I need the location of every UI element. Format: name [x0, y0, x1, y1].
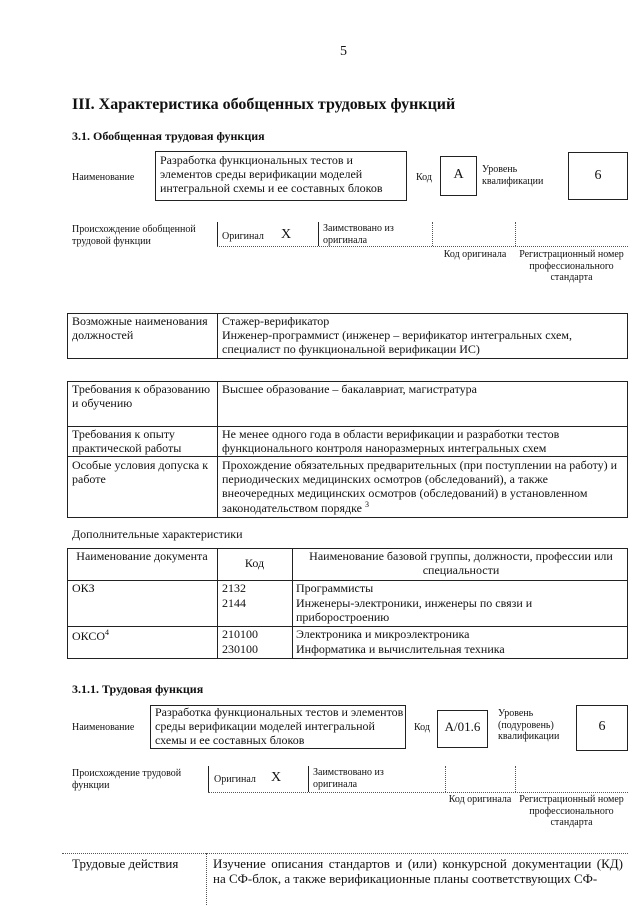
actions-divider — [206, 853, 207, 905]
gtf-code-orig-label: Код оригинала — [443, 249, 507, 260]
positions-label: Возможные наименования должностей — [72, 314, 208, 342]
table-row-doc — [72, 628, 109, 644]
gtf-origin-baseline — [217, 246, 628, 247]
tf-origin-baseline — [208, 792, 628, 793]
table-row-name: Информатика и вычислительная техника — [296, 642, 505, 656]
gtf-level-value: 6 — [594, 168, 602, 183]
tf-name-label: Наименование — [72, 722, 135, 733]
additional-header-code: Код — [244, 556, 265, 570]
table-row-doc: ОКЗ — [72, 581, 95, 595]
gtf-heading: 3.1. Обобщенная трудовая функция — [72, 129, 265, 143]
requirements-row-line-2 — [67, 456, 628, 457]
requirement-conditions-text: Прохождение обязательных предварительных (при поступлении на работу) и периодических медицинских осмотров (обследований), а также внеочередных медицинских осмотров (обследований) в установленном законодательством порядке — [222, 458, 618, 516]
gtf-level-label: Уровень квалификации — [482, 164, 544, 187]
requirement-label-experience: Требования к опыту практической работы — [72, 427, 182, 455]
gtf-borrowed-label: Заимствовано из оригинала — [323, 223, 394, 246]
gtf-borrowed-divider — [432, 222, 433, 246]
tf-original-label: Оригинал — [214, 774, 256, 785]
table-row-doc-footnote: 4 — [105, 628, 110, 637]
gtf-name-label: Наименование — [72, 172, 135, 183]
table-row-doc-text: ОКСО — [72, 629, 106, 643]
table-row-name: Программисты — [296, 581, 374, 595]
tf-borrowed-label: Заимствовано из оригинала — [313, 767, 384, 790]
gtf-origin-divider — [217, 222, 218, 246]
additional-header-doc: Наименование документа — [76, 549, 208, 563]
tf-code-orig-divider — [515, 766, 516, 792]
tf-origin-label: Происхождение трудовой функции — [72, 768, 182, 791]
tf-level-value: 6 — [598, 719, 606, 734]
actions-value: Изучение описания стандартов и (или) конкурсной документации (КД) на СФ-блок, а также верификационные планы соответствующих СФ- — [213, 856, 623, 886]
gtf-code-orig-divider — [515, 222, 516, 246]
table-row-name: Инженеры-электроники, инженеры по связи и приборостроению — [296, 596, 533, 624]
tf-code-value: A/01.6 — [444, 719, 481, 734]
gtf-code-value: А — [453, 167, 464, 182]
requirement-conditions-footnote: 3 — [364, 500, 369, 510]
gtf-code-label: Код — [416, 172, 432, 183]
table-row-code: 2144 — [222, 596, 246, 610]
tf-borrowed-divider — [445, 766, 446, 792]
tf-code-label: Код — [414, 722, 430, 733]
additional-title: Дополнительные характеристики — [72, 527, 243, 541]
requirement-value-conditions — [222, 459, 622, 516]
gtf-original-mark: Х — [281, 227, 292, 242]
requirement-label-education: Требования к образованию и обучению — [72, 382, 211, 410]
requirement-value-experience: Не менее одного года в области верификации и разработки тестов функционального контроля наноразмерных интегральных схем — [222, 427, 560, 455]
table-row-code: 210100 — [222, 627, 258, 641]
positions-line-2: Инженер-программист (инженер – верификатор интегральных схем, специалист по функциональной верификации ИС) — [222, 328, 572, 356]
requirement-label-conditions: Особые условия допуска к работе — [72, 458, 209, 486]
tf-origin-divider — [208, 766, 209, 792]
page-number: 5 — [340, 44, 347, 59]
additional-col-divider-2 — [292, 548, 293, 659]
actions-top-line — [62, 853, 628, 854]
gtf-name-value: Разработка функциональных тестов и элементов среды верификации моделей интегральной схемы и ее составных блоков — [160, 153, 383, 195]
tf-level-label: Уровень (подуровень) квалификации — [498, 708, 560, 742]
tf-code-orig-label: Код оригинала — [448, 794, 512, 805]
requirement-value-education: Высшее образование – бакалавриат, магистратура — [222, 382, 477, 396]
requirements-divider — [217, 381, 218, 518]
gtf-original-divider — [318, 222, 319, 246]
table-row-code: 230100 — [222, 642, 258, 656]
tf-name-value: Разработка функциональных тестов и элементов среды верификации моделей интегральной схемы и ее составных блоков — [155, 705, 404, 747]
gtf-reg-label: Регистрационный номер профессионального стандарта — [519, 249, 624, 283]
gtf-origin-label: Происхождение обобщенной трудовой функции — [72, 224, 196, 247]
table-row-code: 2132 — [222, 581, 246, 595]
additional-header-name: Наименование базовой группы, должности, профессии или специальности — [309, 549, 613, 577]
tf-reg-label: Регистрационный номер профессионального стандарта — [519, 794, 624, 828]
tf-original-mark: Х — [271, 770, 282, 785]
tf-original-divider — [308, 766, 309, 792]
tf-heading: 3.1.1. Трудовая функция — [72, 682, 204, 696]
gtf-original-label: Оригинал — [222, 231, 264, 242]
positions-divider — [217, 313, 218, 359]
table-row-name: Электроника и микроэлектроника — [296, 627, 470, 641]
actions-label: Трудовые действия — [72, 856, 179, 871]
section-title: III. Характеристика обобщенных трудовых функций — [72, 96, 456, 113]
positions-line-1: Стажер-верификатор — [222, 314, 330, 328]
